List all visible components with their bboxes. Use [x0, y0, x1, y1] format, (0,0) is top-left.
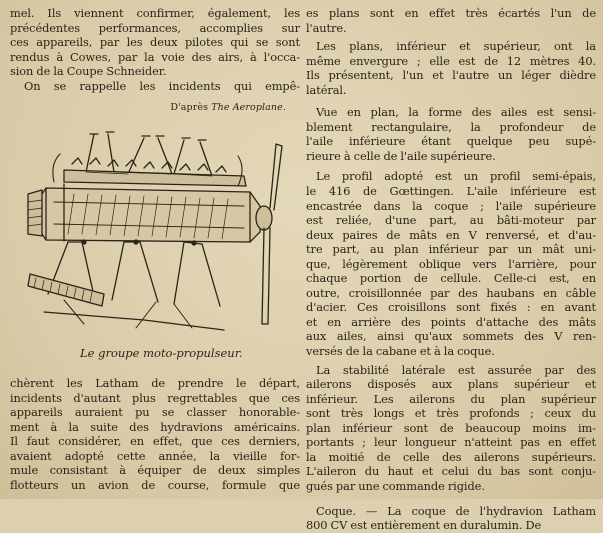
left-top-text: [10, 0, 300, 93]
text-line: Le profil adopté est un profil semi-épais,: [316, 169, 596, 184]
engine-illustration: [24, 124, 286, 340]
text-line: précédentes performances, accomplies sur: [10, 20, 300, 35]
text-line: que, légèrement oblique vers l'arrière, pour: [306, 256, 596, 271]
text-line: portants ; leur longueur n'atteint pas en effet: [306, 435, 596, 450]
text-line: Vue en plan, la forme des ailes est sensi-: [316, 105, 596, 120]
text-line: la moitié de celle des ailerons supérieurs.: [306, 449, 596, 464]
text-line: mel. Ils viennent confirmer, également, les: [10, 6, 300, 20]
text-line: sion de la Coupe Schneider.: [10, 64, 167, 79]
text-line: même envergure ; elle est de 12 mètres 40.: [306, 53, 596, 68]
text-line: mule consistant à équiper de deux simples: [10, 463, 300, 478]
text-line: encastrée dans la coque ; l'aile supérieure: [306, 198, 596, 213]
text-line: Ils présentent, l'un et l'autre un léger dièdre: [306, 68, 596, 83]
text-line: chèrent les Latham de prendre le départ,: [10, 376, 300, 390]
text-line: Les plans, inférieur et supérieur, ont la: [316, 39, 596, 54]
text-line: chaque portion de cellule. Celle-ci est, en: [306, 271, 596, 286]
text-line: On se rappelle les incidents qui empê-: [24, 78, 300, 93]
text-line: versés de la cabane et à la coque.: [306, 344, 495, 359]
left-column: [10, 0, 300, 492]
text-line: incidents d'autant plus regrettables que ces: [10, 390, 300, 405]
text-line: gués par une commande rigide.: [306, 478, 485, 493]
text-line: ment à la suite des hydravions américains.: [10, 419, 300, 434]
text-line: L'aileron du haut et celui du bas sont conju-: [306, 464, 596, 479]
paragraph: [306, 169, 596, 358]
text-line: aux ailes, ainsi qu'aux sommets des V ren-: [306, 329, 596, 344]
text-line: 800 CV est entièrement en duralumin. De: [306, 518, 542, 533]
text-line: blement rectangulaire, la profondeur de: [306, 119, 596, 134]
text-line: Coque. — La coque de l'hydravion Latham: [316, 503, 596, 518]
text-line: rieure à celle de l'aile supérieure.: [306, 148, 496, 163]
text-line: est reliée, d'une part, au bâti-moteur par: [306, 213, 596, 228]
paragraph: [306, 105, 596, 163]
text-line: flotteurs un avion de course, formule que: [10, 477, 300, 492]
text-line: latéral.: [306, 82, 347, 97]
left-bottom-text: [10, 376, 300, 492]
paragraph: [306, 504, 596, 533]
paragraph: [306, 39, 596, 97]
text-line: La stabilité latérale est assurée par des: [316, 362, 596, 377]
text-line: avaient adopté cette année, la vieille for-: [10, 448, 300, 463]
text-line: tre part, au plan inférieur par un mât uni-: [306, 242, 596, 257]
text-line: appareils auraient pu se classer honorable-: [10, 405, 300, 420]
text-line: d'acier. Ces croisillons sont fixés : en avant: [306, 300, 596, 315]
text-line: deux paires de mâts en V renversé, et d'au-: [306, 227, 596, 242]
text-line: sont très longs et très profonds ; ceux du: [306, 406, 596, 421]
text-line: Il faut considérer, en effet, que ces derniers,: [10, 434, 300, 449]
text-line: l'aile inférieure étant quelque peu supé-: [306, 134, 596, 149]
text-line: outre, croisillonnée par des haubans en câble: [306, 285, 596, 300]
paragraph: [306, 363, 596, 494]
text-line: plan inférieur sont de beaucoup moins im-: [306, 420, 596, 435]
text-line: inférieur. Les ailerons du plan supérieur: [306, 391, 596, 406]
paragraph: [306, 6, 596, 35]
text-line: l'autre.: [306, 20, 347, 35]
credit-source: The Aeroplane: [211, 102, 283, 113]
text-line: ces appareils, par les deux pilotes qui se sont: [10, 35, 300, 50]
figure-credit: D'après The Aeroplane.: [170, 102, 286, 113]
right-column: [306, 0, 596, 533]
text-line: ailerons disposés aux plans supérieur et: [306, 377, 596, 392]
text-line: et en arrière des points d'attache des mâts: [306, 314, 596, 329]
text-line: rendus à Cowes, par la voie des airs, à l'occa-: [10, 49, 300, 64]
text-line: es plans sont en effet très écartés l'un de: [306, 6, 596, 20]
text-line: le 416 de Gœttingen. L'aile inférieure est: [306, 184, 596, 199]
figure-caption: Le groupe moto-propulseur.: [80, 346, 243, 360]
figure: [10, 102, 300, 372]
